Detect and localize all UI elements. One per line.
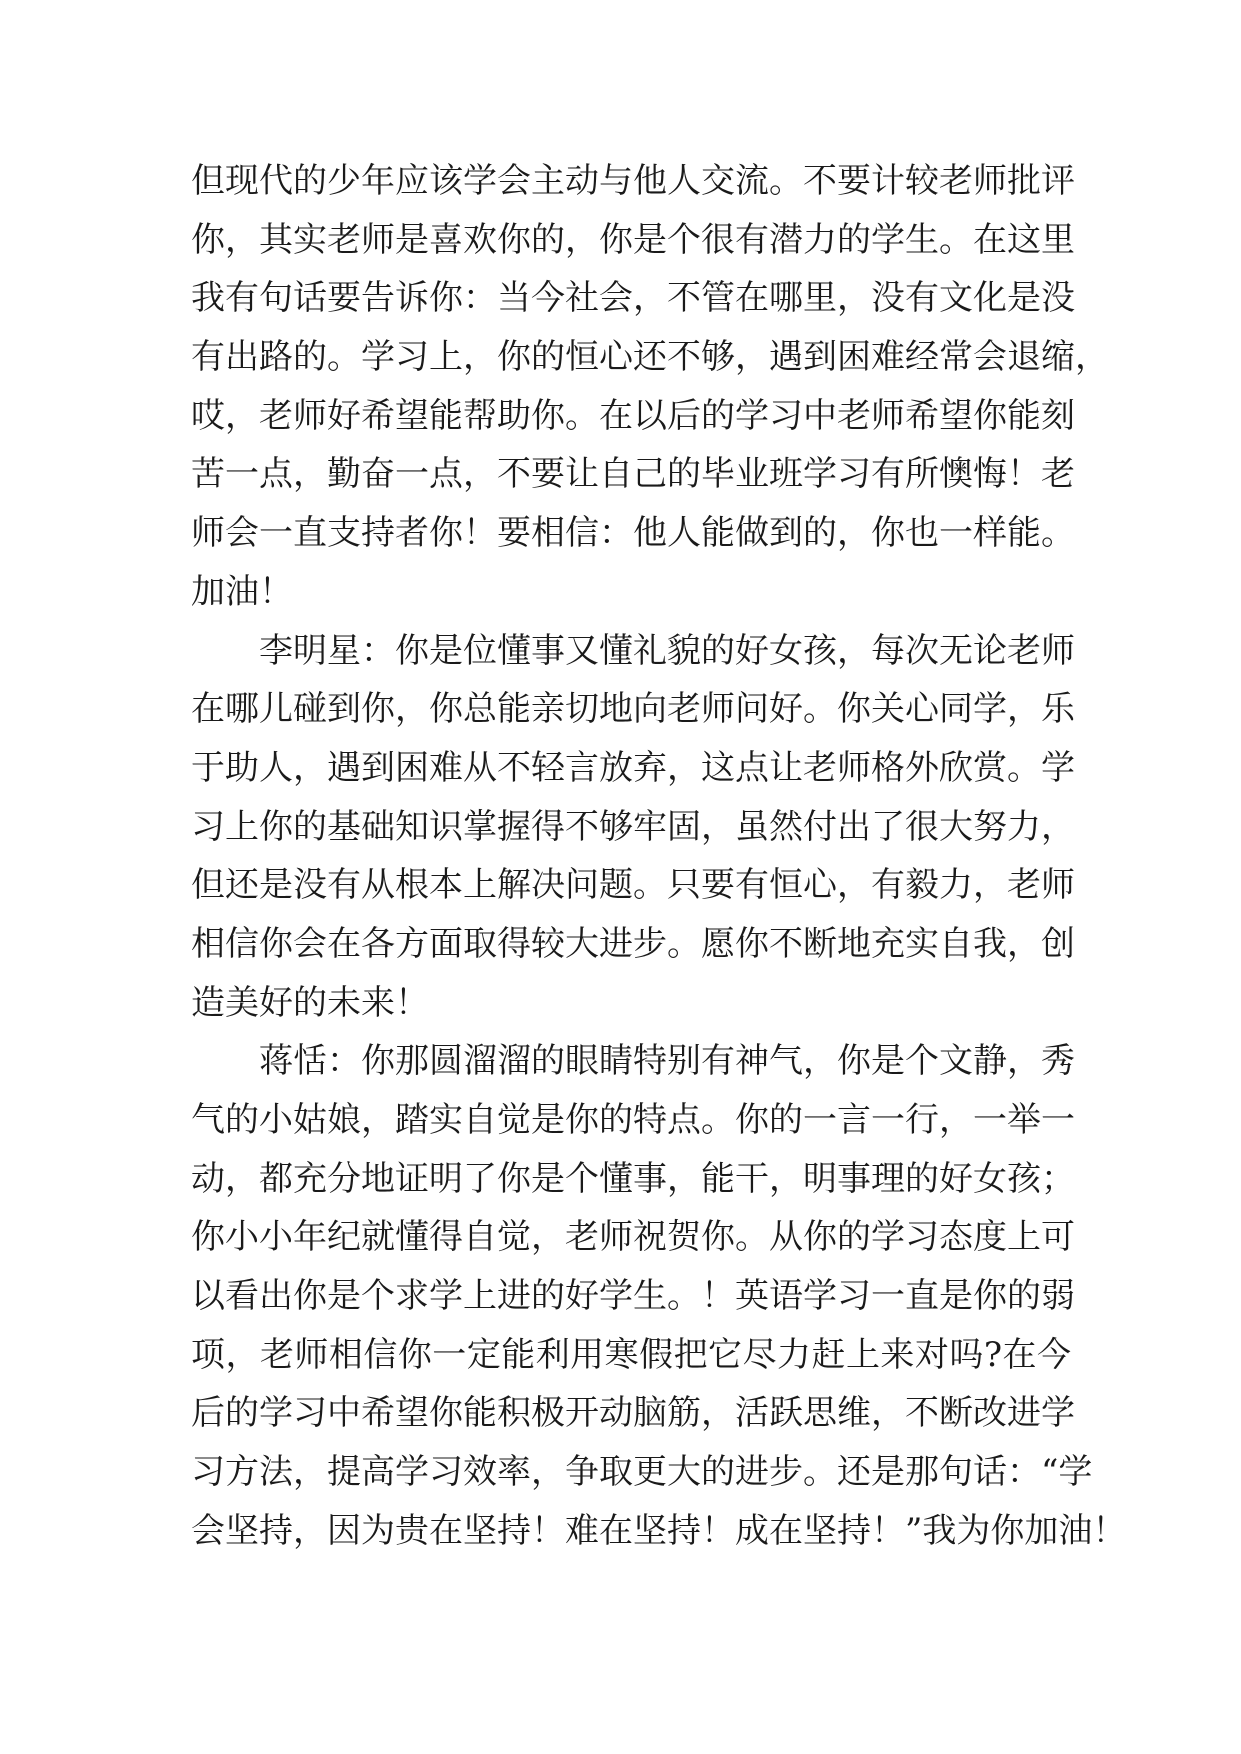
text-line: 气的小姑娘，踏实自觉是你的特点。你的一言一行，一举一 [191,1100,1075,1140]
text-line: 动，都充分地证明了你是个懂事，能干，明事理的好女孩； [191,1158,1075,1199]
text-line: 后的学习中希望你能积极开动脑筋，活跃思维，不断改进学 [191,1393,1075,1434]
text-line: 习上你的基础知识掌握得不够牢固，虽然付出了很大努力， [191,806,1075,847]
text-line: 以看出你是个求学上进的好学生。！英语学习一直是你的弱 [191,1276,1075,1317]
text-line: 师会一直支持者你！要相信：他人能做到的，你也一样能。 [191,513,1075,554]
paragraph-start-line: 蒋恬：你那圆溜溜的眼睛特别有神气，你是个文静，秀 [259,1041,1075,1082]
paragraph-start-line: 李明星：你是位懂事又懂礼貌的好女孩，每次无论老师 [259,630,1075,671]
text-line: 项，老师相信你一定能利用寒假把它尽力赶上来对吗?在今 [191,1334,1071,1375]
document-body [191,152,1127,1561]
text-line: 于助人，遇到困难从不轻言放弃，这点让老师格外欣赏。学 [191,747,1075,788]
text-line: 有出路的。学习上，你的恒心还不够，遇到困难经常会退缩， [191,337,1109,378]
text-line: 习方法，提高学习效率，争取更大的进步。还是那句话：“学 [191,1452,1093,1493]
text-line: 但还是没有从根本上解决问题。只要有恒心，有毅力，老师 [191,865,1075,906]
text-line: 但现代的少年应该学会主动与他人交流。不要计较老师批评 [191,161,1075,201]
text-line: 苦一点，勤奋一点，不要让自己的毕业班学习有所懊悔！老 [191,454,1075,495]
text-line: 在哪儿碰到你，你总能亲切地向老师问好。你关心同学，乐 [191,689,1075,730]
text-line: 加油！ [191,571,293,612]
text-line: 造美好的未来！ [191,982,429,1023]
text-line: 我有句话要告诉你：当今社会，不管在哪里，没有文化是没 [191,278,1075,319]
text-line: 相信你会在各方面取得较大进步。愿你不断地充实自我，创 [191,923,1075,964]
text-line: 你小小年纪就懂得自觉，老师祝贺你。从你的学习态度上可 [191,1217,1075,1258]
text-line: 会坚持，因为贵在坚持！难在坚持！成在坚持！”我为你加油！ [191,1510,1127,1551]
text-line: 你，其实老师是喜欢你的，你是个很有潜力的学生。在这里 [191,219,1075,260]
text-line: 哎，老师好希望能帮助你。在以后的学习中老师希望你能刻 [191,395,1075,436]
